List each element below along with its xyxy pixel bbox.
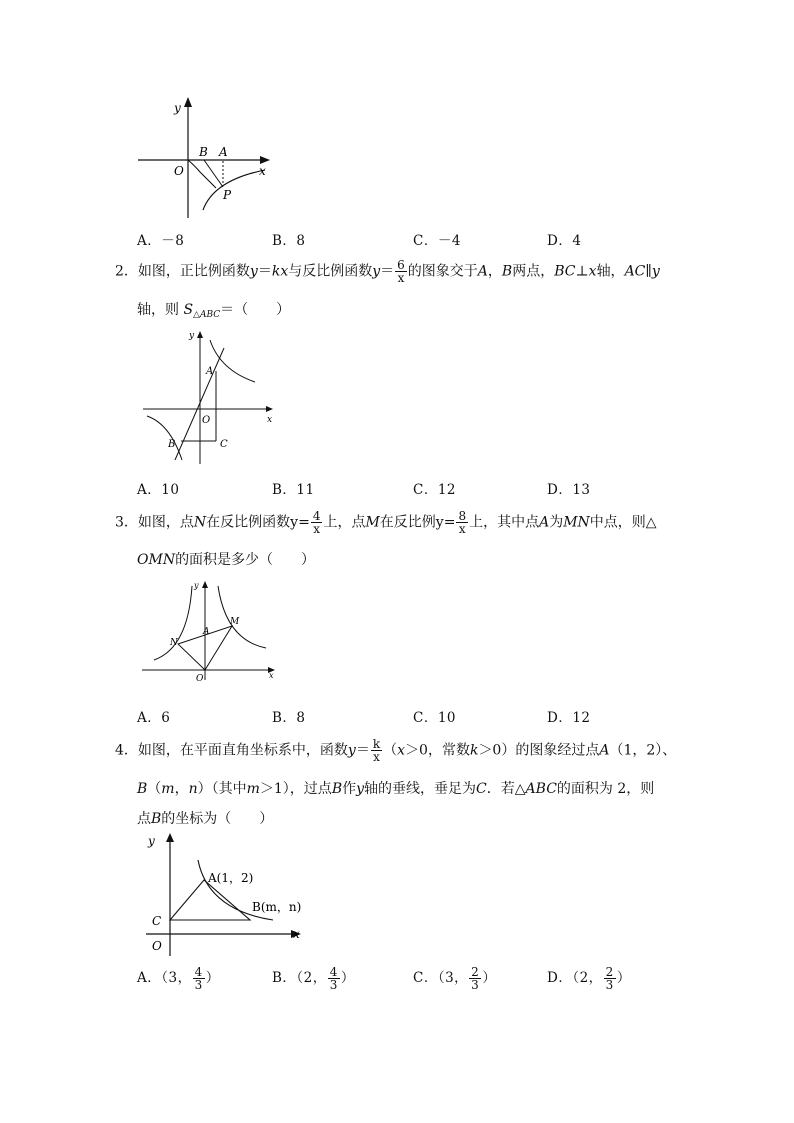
q4-text: ．若△ (486, 781, 526, 797)
q4-var: B (331, 781, 343, 797)
q1-x-arrow (260, 156, 270, 164)
q4-triangle-abc (170, 880, 250, 920)
q4-opt-d-prefix: D．（2， (547, 970, 603, 986)
q3-option-b[interactable]: B．8 (272, 710, 306, 726)
q3-number: 3． (115, 514, 138, 531)
q4-opt-b-suffix: ） (340, 970, 355, 986)
q4-opt-a-fraction (193, 966, 205, 991)
q4-opt-d-num: 2 (605, 965, 614, 979)
q2-text: 如图，正比例函数 (137, 263, 250, 280)
q3-label-n: N (170, 638, 178, 648)
q3-text: 在反比例函数 (206, 514, 291, 531)
q1-option-a[interactable]: A．－8 (137, 233, 185, 249)
q2-fraction (395, 259, 407, 284)
q2-stem-line2 (137, 300, 290, 325)
q2-option-d[interactable]: D．13 (547, 482, 591, 498)
q4-opt-c-prefix: C．（3， (413, 970, 469, 986)
q4-text: 的坐标为（ ） (161, 811, 274, 827)
q3-label-x: x (269, 671, 274, 680)
q3-text: 中点，则△ (589, 514, 657, 531)
q2-text: ∥ (645, 263, 652, 280)
q3-frac1-den: x (313, 522, 321, 536)
q4-var: m (246, 781, 260, 797)
q4-label-a: A(1，2) (208, 871, 254, 885)
q4-opt-a-prefix: A．（3， (137, 970, 192, 986)
q4-figure (138, 828, 308, 958)
q1-label-a: A (219, 145, 228, 159)
q4-opt-b-den: 3 (329, 978, 338, 992)
q2-label-c: C (220, 439, 228, 450)
q2-text: 与反比例函数 (288, 263, 373, 280)
q2-label-y: y (189, 331, 195, 341)
q2-text: 轴，则 (137, 302, 184, 318)
q3-text: 的面积是多少（ ） (175, 552, 316, 568)
q4-option-b[interactable] (272, 966, 355, 991)
q3-label-m: M (230, 617, 240, 627)
q4-opt-c-fraction (469, 966, 481, 991)
q2-text: ＝ (380, 263, 395, 280)
q4-var: x (397, 742, 406, 759)
q3-var: MN (563, 514, 590, 531)
q3-stem-line1 (115, 510, 657, 535)
q4-opt-b-prefix: B．（2， (272, 970, 327, 986)
q4-var: B (137, 781, 148, 797)
q4-var: C (476, 781, 487, 797)
q1-segment-bp (204, 160, 223, 187)
q3-option-c[interactable]: C．10 (413, 710, 457, 726)
q3-fraction-1 (311, 510, 323, 535)
q3-fraction-2 (456, 510, 468, 535)
q4-text: ＝ (355, 742, 370, 759)
q4-text: 如图，在平面直角坐标系中，函数 (137, 742, 348, 759)
q3-figure (140, 578, 280, 688)
q2-frac-num: 6 (397, 258, 405, 272)
q3-var: N (193, 514, 207, 531)
q2-var: A (477, 263, 488, 280)
q1-y-arrow (184, 97, 192, 107)
q4-var: m (161, 781, 175, 797)
q1-figure (130, 92, 280, 222)
q4-opt-a-den: 3 (194, 978, 203, 992)
q4-var: n (188, 781, 198, 797)
q2-option-b[interactable]: B．11 (272, 482, 315, 498)
q4-label-b: B(m，n) (252, 900, 302, 914)
q3-y-arrow (202, 581, 208, 588)
q4-text: ＞0）的图象经过点 (478, 742, 600, 759)
q1-label-x: x (259, 164, 266, 178)
q3-label-o: O (196, 674, 204, 684)
q4-var: A (599, 742, 610, 759)
q3-var: OMN (137, 552, 176, 568)
q4-text: 点 (137, 811, 151, 827)
q4-text: （1，2）、 (609, 742, 677, 759)
q3-var: A (539, 514, 550, 531)
q3-frac2-den: x (458, 522, 466, 536)
q3-curve-n (154, 586, 192, 660)
q1-option-b[interactable]: B．8 (272, 233, 306, 249)
q4-option-a[interactable] (137, 966, 220, 991)
q2-curve-lower (147, 416, 182, 460)
q3-curve-m (218, 586, 266, 648)
q4-text: ＞1），过点 (259, 781, 332, 797)
q1-label-p: P (223, 188, 232, 202)
q1-curve-lower (203, 170, 265, 210)
q4-opt-b-num: 4 (329, 965, 338, 979)
q1-label-o: O (174, 164, 184, 178)
q2-text: 轴， (596, 263, 625, 280)
q4-opt-a-suffix: ） (205, 970, 220, 986)
q2-frac-den: x (397, 271, 405, 285)
q4-opt-c-den: 3 (471, 978, 480, 992)
q2-curve-upper (210, 340, 255, 382)
q4-frac-num: k (372, 737, 381, 751)
q2-label-b: B (168, 439, 176, 450)
q3-text: y= (290, 514, 310, 531)
q2-subscript: △ABC (193, 310, 221, 320)
q4-y-arrow (166, 833, 174, 842)
q2-var: y (249, 263, 258, 280)
q2-text: 的图象交于 (407, 263, 478, 280)
q3-text: 在反比例 (379, 514, 436, 531)
q4-opt-a-num: 4 (194, 965, 203, 979)
q4-text: ＞0，常数 (405, 742, 470, 759)
q4-label-o: O (152, 939, 162, 953)
q4-opt-c-suffix: ） (482, 970, 497, 986)
q4-stem-line1 (115, 738, 676, 763)
q4-label-c: C (152, 914, 162, 928)
q2-var: S (183, 302, 194, 318)
q4-text: 的面积为 2，则 (556, 781, 655, 797)
q3-frac1-num: 4 (312, 509, 321, 523)
q1-option-d[interactable]: D．4 (547, 233, 582, 249)
q2-var: kx (271, 263, 289, 280)
q2-label-a: A (206, 366, 214, 377)
q3-text: 为 (549, 514, 564, 531)
q1-curve-upper (188, 160, 216, 188)
q4-number: 4． (115, 742, 138, 759)
q4-option-c[interactable] (413, 966, 496, 991)
q4-option-d[interactable] (547, 966, 631, 991)
q3-option-d[interactable]: D．12 (547, 710, 591, 726)
q4-opt-b-fraction (328, 966, 340, 991)
q2-text: ， (487, 263, 502, 280)
q1-label-b: B (199, 145, 208, 159)
q2-var: x (588, 263, 597, 280)
q4-opt-c-num: 2 (471, 965, 480, 979)
q2-label-x: x (267, 415, 273, 425)
q2-label-o: O (202, 415, 211, 426)
q2-option-c[interactable]: C．12 (413, 482, 457, 498)
q3-var: M (365, 514, 380, 531)
q3-frac2-num: 8 (458, 509, 467, 523)
q4-frac-den: x (373, 750, 380, 764)
q2-figure (140, 326, 280, 466)
q4-opt-d-suffix: ） (616, 970, 631, 986)
q4-label-x: x (293, 927, 300, 941)
q4-var: ABC (525, 781, 557, 797)
q2-stem-line1 (115, 259, 660, 284)
q1-option-c[interactable]: C．－4 (413, 233, 461, 249)
q3-text: 如图，点 (137, 514, 194, 531)
q3-label-y: y (194, 581, 199, 590)
q4-label-y: y (148, 834, 155, 848)
q4-fraction (371, 738, 382, 763)
q2-option-a[interactable]: A．10 (137, 482, 180, 498)
q4-var: B (151, 811, 162, 827)
q4-text: ， (174, 781, 189, 797)
q3-text: 上，其中点 (469, 514, 540, 531)
q2-var: B (501, 263, 513, 280)
q4-stem-line3 (137, 809, 273, 829)
q4-opt-d-den: 3 (605, 978, 614, 992)
q4-text: （ (147, 781, 162, 797)
q2-number: 2． (115, 263, 138, 280)
q2-text: ＝ (257, 263, 272, 280)
q3-option-a[interactable]: A．6 (137, 710, 171, 726)
q2-var: AC (624, 263, 646, 280)
q2-x-arrow (266, 406, 273, 412)
q3-label-a: A (203, 627, 210, 637)
q4-text: 轴的垂线，垂足为 (364, 781, 477, 797)
q2-y-arrow (197, 331, 203, 338)
q3-text: 上，点 (323, 514, 366, 531)
q2-var: y (651, 263, 660, 280)
q4-var: y (347, 742, 356, 759)
q2-text: 两点， (512, 263, 555, 280)
q4-var: y (356, 781, 365, 797)
q2-text: ＝（ ） (220, 302, 291, 318)
q4-var: k (469, 742, 479, 759)
q2-text: ⊥ (575, 263, 589, 280)
q4-text: ）（其中 (197, 781, 247, 797)
q2-var: BC (554, 263, 576, 280)
q1-label-y: y (174, 101, 181, 115)
q2-var: y (372, 263, 381, 280)
q3-text: y= (435, 514, 456, 531)
q3-stem-line2 (137, 550, 315, 570)
q4-stem-line2 (137, 779, 654, 799)
q4-text: 作 (342, 781, 357, 797)
q4-text: （ (383, 742, 398, 759)
q4-opt-d-fraction (604, 966, 616, 991)
